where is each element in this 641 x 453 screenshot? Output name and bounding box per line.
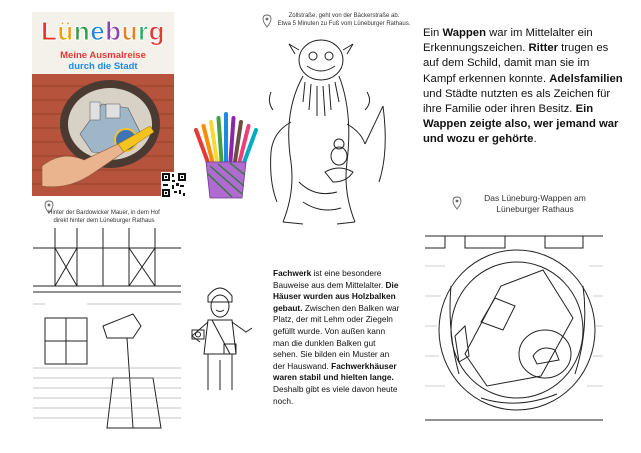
caption-line: Zollstraße, geht von der Bäckerstraße ab. (288, 13, 400, 19)
fachwerk-paragraph (273, 268, 401, 407)
qr-code (161, 172, 187, 198)
cover-title-letter: g (148, 16, 165, 46)
text-run-bold: Die Häuser wurden aus Holzbalken gebaut. (273, 279, 399, 313)
cover-title-letter: e (90, 16, 106, 46)
cover-title-letter: b (105, 16, 122, 46)
cover-title-letter: r (137, 16, 149, 46)
caption-line: Das Lüneburg-Wappen am (484, 193, 586, 203)
book-cover (32, 12, 174, 196)
text-run: war im Mittelalter ein Erkennungszeichen. (423, 27, 593, 55)
cover-title (32, 16, 174, 47)
text-run-bold: Adelsfamilien (549, 72, 623, 85)
cover-subtitle-line1: Meine Ausmalreise (60, 50, 146, 61)
cover-title-letter: n (73, 16, 91, 46)
text-run: . (533, 133, 537, 146)
cover-subtitle-line2: durch die Stadt (68, 61, 138, 72)
text-run: Deshalb gibt es viele davon heute noch. (273, 383, 398, 406)
cover-title-letter: L (41, 16, 58, 46)
pencil (230, 118, 234, 168)
text-run: trugen es auf dem Schild, damit man sie im Kampf erkennen konnte. (423, 42, 609, 85)
cover-illustration (32, 74, 174, 196)
caption-bardowicker (30, 210, 178, 225)
caption-zollstrasse (274, 13, 414, 28)
caption-line: Etwa 5 Minuten zu Fuß vom Lüneburger Rathaus. (277, 20, 411, 27)
caption-line: direkt hinter dem Lüneburger Rathaus (53, 217, 155, 224)
girl-with-camera-illustration (186, 280, 254, 392)
cover-title-letter: ü (57, 16, 74, 46)
text-run-bold: Ritter (528, 42, 559, 55)
location-pin-icon (262, 14, 272, 28)
caption-line: Lüneburger Rathaus (496, 204, 574, 214)
pencil (219, 118, 223, 168)
caption-line: Hinter der Bardowicker Mauer, in dem Hof (48, 210, 160, 216)
text-run: Ein (423, 27, 443, 39)
text-run: Zwischen den Balken war Platz, der mit Lehm oder Ziegeln gefüllt wurde. Von außen kann man die dunklen Balken gut sehen. Sie bilden ein Muster an der Hauswand. (273, 302, 400, 371)
wappen-relief-coloring (425, 226, 603, 430)
creature-coloring-illustration (243, 32, 393, 230)
text-run-bold: Fachwerk (273, 268, 312, 278)
text-run-bold: Wappen (442, 27, 486, 39)
text-run: und Städte nutzten es als Zeichen für ihre Familie oder ihren Besitz. (423, 87, 611, 116)
text-run-bold: Fachwerkhäuser waren stabil und hielten lange. (273, 360, 397, 383)
wappen-paragraph (423, 26, 623, 148)
caption-wappen (460, 193, 610, 215)
text-run-bold: Ein Wappen zeigte also, wer jemand war und wozu er gehörte (423, 103, 619, 146)
text-run: ist eine besondere Bauweise aus dem Mittelalter. (273, 268, 386, 290)
fachwerk-house-coloring (33, 228, 181, 430)
cover-title-letter: u (121, 16, 138, 46)
cover-subtitle (32, 50, 174, 72)
